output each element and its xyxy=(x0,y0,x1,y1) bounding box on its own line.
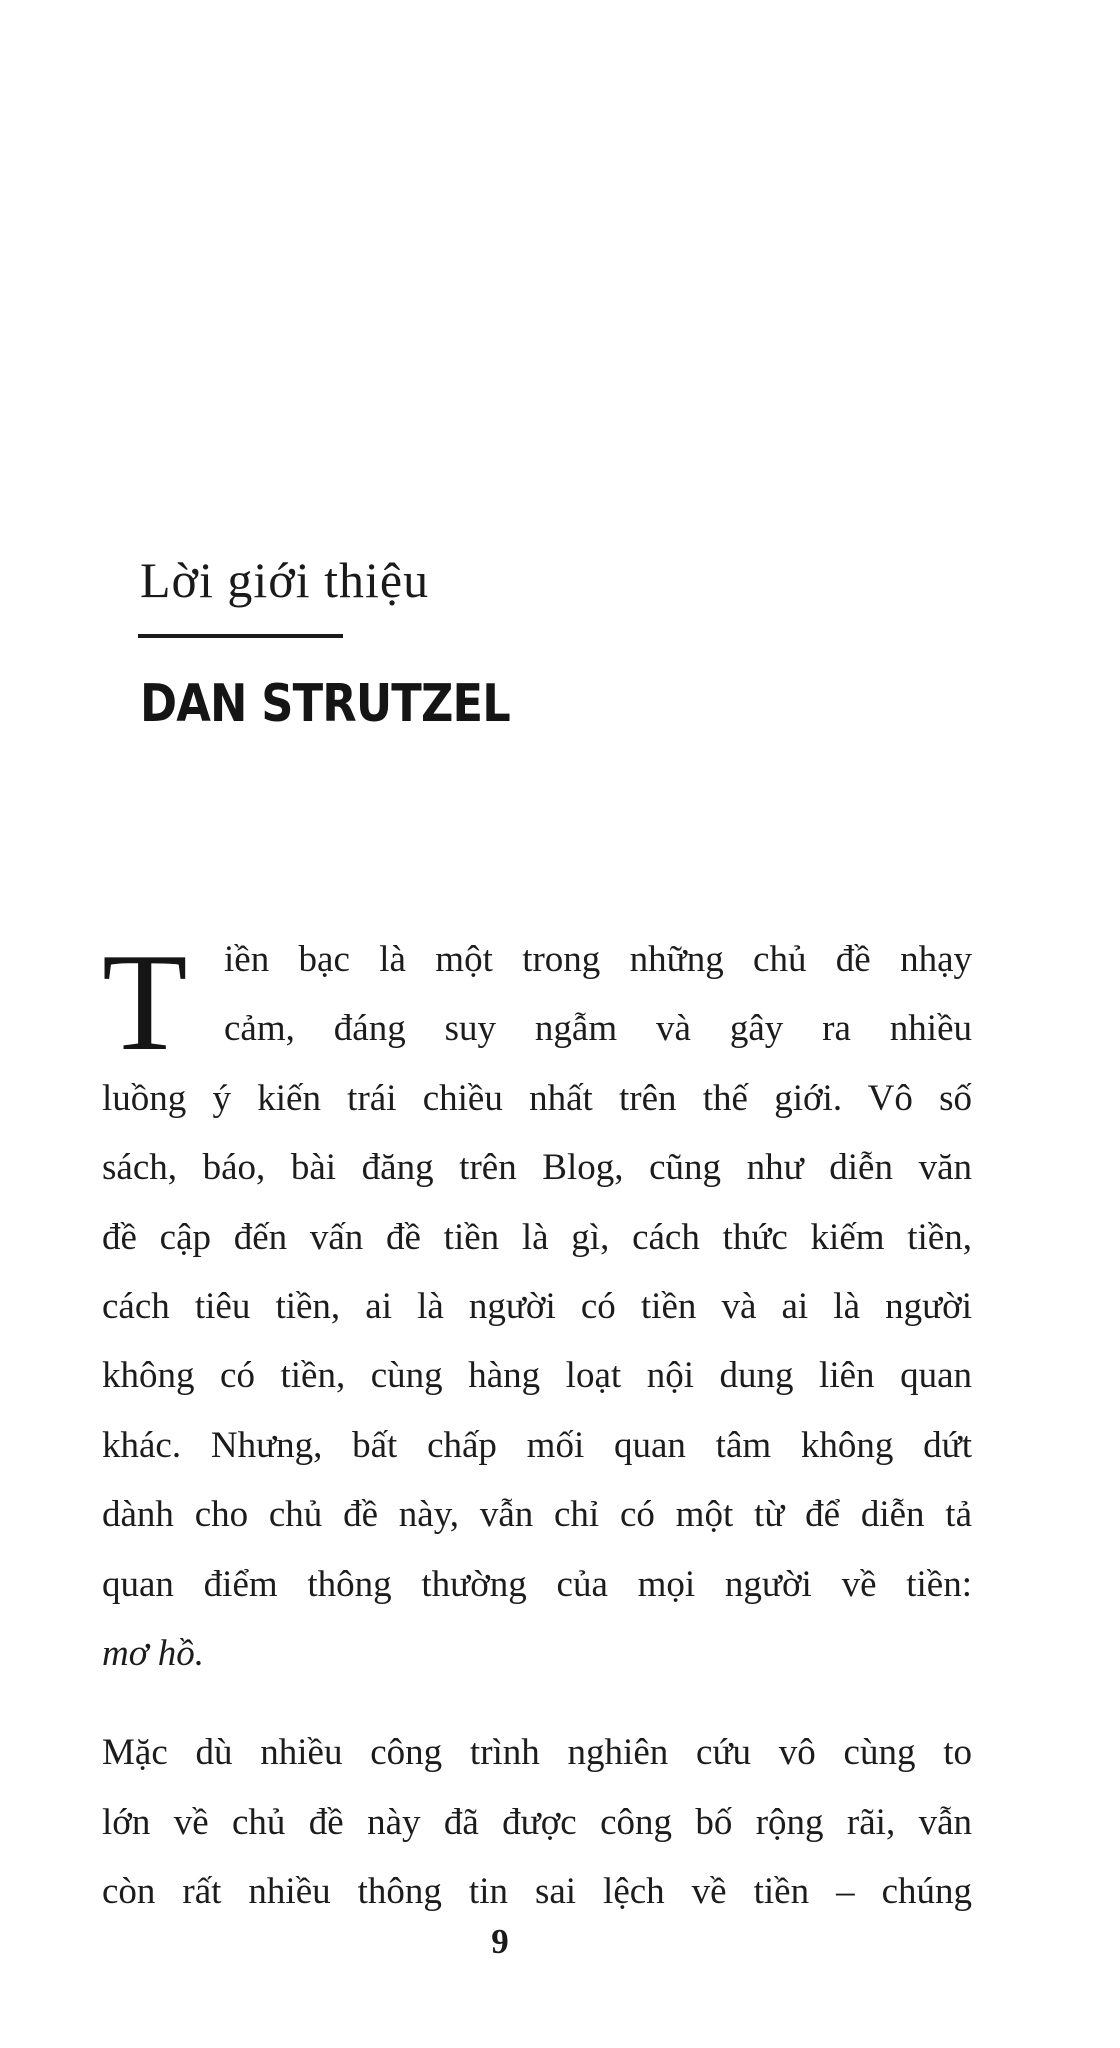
chapter-label: Lời giới thiệu xyxy=(140,552,430,608)
closing-word: mơ hồ. xyxy=(102,1633,204,1675)
text-line: còn rất nhiều thông tin sai lệch về tiền – chúng xyxy=(102,1871,972,1913)
text-line: đề cập đến vấn đề tiền là gì, cách thức kiếm tiền, xyxy=(102,1216,972,1258)
text-line: Mặc dù nhiều công trình nghiên cứu vô cùng to xyxy=(102,1732,972,1774)
text-line: khác. Nhưng, bất chấp mối quan tâm không dứt xyxy=(102,1424,972,1466)
paragraph-1 xyxy=(102,925,972,1688)
text-line: cách tiêu tiền, ai là người có tiền và ai là người xyxy=(102,1286,972,1328)
drop-cap: T xyxy=(102,925,188,1080)
body-text xyxy=(102,925,972,1927)
paragraph-2 xyxy=(102,1718,972,1926)
text-line: dành cho chủ đề này, vẫn chỉ có một từ để diễn tả xyxy=(102,1494,972,1536)
text-line: iền bạc là một trong những chủ đề nhạy xyxy=(224,939,972,980)
author-name: DAN STRUTZEL xyxy=(140,674,510,734)
page-number: 9 xyxy=(491,1922,509,1961)
text-line: luồng ý kiến trái chiều nhất trên thế giới. Vô số xyxy=(102,1077,972,1119)
text-line: không có tiền, cùng hàng loạt nội dung liên quan xyxy=(102,1355,972,1397)
text-line: sách, báo, bài đăng trên Blog, cũng như diễn văn xyxy=(102,1147,972,1189)
chapter-underline xyxy=(138,634,343,638)
text-line: lớn về chủ đề này đã được công bố rộng rãi, vẫn xyxy=(102,1801,972,1843)
text-line: quan điểm thông thường của mọi người về tiền: xyxy=(102,1563,972,1605)
text-line: cảm, đáng suy ngẫm và gây ra nhiều xyxy=(224,1008,972,1050)
